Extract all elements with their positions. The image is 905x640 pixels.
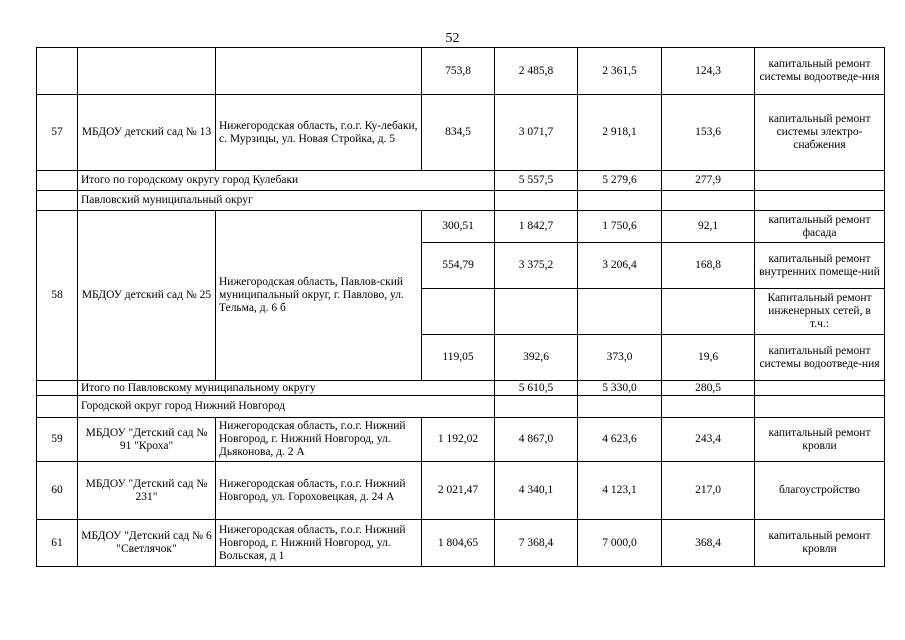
institution-name: МБДОУ детский сад № 25 <box>78 211 216 381</box>
table-row <box>37 95 885 171</box>
work-type: Капитальный ремонт инженерных сетей, в т.ч.: <box>755 289 885 335</box>
table-row <box>37 418 885 462</box>
total-cost: 4 867,0 <box>495 418 578 462</box>
local-budget <box>662 289 755 335</box>
empty-cell <box>37 171 78 191</box>
empty-cell <box>662 191 755 211</box>
regional-budget: 2 918,1 <box>578 95 662 171</box>
area-value: 300,51 <box>422 211 495 243</box>
row-number: 60 <box>37 462 78 520</box>
total-cost: 4 340,1 <box>495 462 578 520</box>
subtotal-row <box>37 381 885 396</box>
work-type: капитальный ремонт системы водоотведе-ния <box>755 335 885 381</box>
regional-budget: 2 361,5 <box>578 48 662 95</box>
institution-name: МБДОУ "Детский сад № 231" <box>78 462 216 520</box>
area-value: 119,05 <box>422 335 495 381</box>
regional-budget: 373,0 <box>578 335 662 381</box>
area-value: 554,79 <box>422 243 495 289</box>
area-value: 1 192,02 <box>422 418 495 462</box>
section-header-row <box>37 396 885 418</box>
address: Нижегородская область, г.о.г. Нижний Новгород, г. Нижний Новгород, ул. Вольская, д 1 <box>216 520 422 567</box>
subtotal-row <box>37 171 885 191</box>
local-budget: 168,8 <box>662 243 755 289</box>
total-cost: 7 368,4 <box>495 520 578 567</box>
local-budget: 243,4 <box>662 418 755 462</box>
subtotal-label: Итого по городскому округу город Кулебаки <box>78 171 495 191</box>
area-value: 1 804,65 <box>422 520 495 567</box>
work-type: капитальный ремонт фасада <box>755 211 885 243</box>
address: Нижегородская область, г.о.г. Нижний Новгород, г. Нижний Новгород, ул. Дьяконова, д. 2 А <box>216 418 422 462</box>
subtotal-label: Итого по Павловскому муниципальному округу <box>78 381 495 396</box>
address <box>216 48 422 95</box>
local-budget: 277,9 <box>662 171 755 191</box>
row-number: 61 <box>37 520 78 567</box>
empty-cell <box>37 396 78 418</box>
page-number: 52 <box>445 31 460 46</box>
regional-budget: 3 206,4 <box>578 243 662 289</box>
local-budget: 217,0 <box>662 462 755 520</box>
local-budget: 19,6 <box>662 335 755 381</box>
local-budget: 153,6 <box>662 95 755 171</box>
empty-cell <box>37 381 78 396</box>
address: Нижегородская область, г.о.г. Ку-лебаки, с. Мурзицы, ул. Новая Стройка, д. 5 <box>216 95 422 171</box>
local-budget: 124,3 <box>662 48 755 95</box>
institution-name: МБДОУ "Детский сад № 91 "Кроха" <box>78 418 216 462</box>
empty-cell <box>662 396 755 418</box>
empty-cell <box>578 191 662 211</box>
total-cost: 1 842,7 <box>495 211 578 243</box>
institution-name: МБДОУ "Детский сад № 6 "Светлячок" <box>78 520 216 567</box>
regional-budget: 4 123,1 <box>578 462 662 520</box>
regional-budget: 4 623,6 <box>578 418 662 462</box>
total-cost: 2 485,8 <box>495 48 578 95</box>
area-value: 834,5 <box>422 95 495 171</box>
institution-name: МБДОУ детский сад № 13 <box>78 95 216 171</box>
area-value <box>422 289 495 335</box>
empty-cell <box>755 171 885 191</box>
empty-cell <box>495 396 578 418</box>
institution-name <box>78 48 216 95</box>
table-row <box>37 211 885 243</box>
row-number <box>37 48 78 95</box>
area-value: 753,8 <box>422 48 495 95</box>
empty-cell <box>578 396 662 418</box>
section-label: Городской округ город Нижний Новгород <box>78 396 495 418</box>
empty-cell <box>755 191 885 211</box>
local-budget: 92,1 <box>662 211 755 243</box>
work-type: капитальный ремонт внутренних помеще-ний <box>755 243 885 289</box>
address: Нижегородская область, Павлов-ский муниципальный округ, г. Павлово, ул. Тельма, д. 6 б <box>216 211 422 381</box>
total-cost: 5 557,5 <box>495 171 578 191</box>
work-type: капитальный ремонт кровли <box>755 520 885 567</box>
regional-budget: 5 330,0 <box>578 381 662 396</box>
work-type: капитальный ремонт системы электро-снабжения <box>755 95 885 171</box>
total-cost: 3 375,2 <box>495 243 578 289</box>
row-number: 59 <box>37 418 78 462</box>
total-cost <box>495 289 578 335</box>
empty-cell <box>495 191 578 211</box>
empty-cell <box>755 381 885 396</box>
table-row <box>37 520 885 567</box>
kindergarten-repair-table <box>36 47 885 567</box>
work-type: благоустройство <box>755 462 885 520</box>
section-label: Павловский муниципальный округ <box>78 191 495 211</box>
regional-budget <box>578 289 662 335</box>
address: Нижегородская область, г.о.г. Нижний Новгород, ул. Гороховецкая, д. 24 А <box>216 462 422 520</box>
local-budget: 368,4 <box>662 520 755 567</box>
total-cost: 392,6 <box>495 335 578 381</box>
local-budget: 280,5 <box>662 381 755 396</box>
work-type: капитальный ремонт системы водоотведе-ния <box>755 48 885 95</box>
area-value: 2 021,47 <box>422 462 495 520</box>
total-cost: 3 071,7 <box>495 95 578 171</box>
total-cost: 5 610,5 <box>495 381 578 396</box>
row-number: 58 <box>37 211 78 381</box>
empty-cell <box>755 396 885 418</box>
section-header-row <box>37 191 885 211</box>
work-type: капитальный ремонт кровли <box>755 418 885 462</box>
table-row <box>37 48 885 95</box>
row-number: 57 <box>37 95 78 171</box>
table-row <box>37 462 885 520</box>
regional-budget: 7 000,0 <box>578 520 662 567</box>
empty-cell <box>37 191 78 211</box>
regional-budget: 1 750,6 <box>578 211 662 243</box>
regional-budget: 5 279,6 <box>578 171 662 191</box>
